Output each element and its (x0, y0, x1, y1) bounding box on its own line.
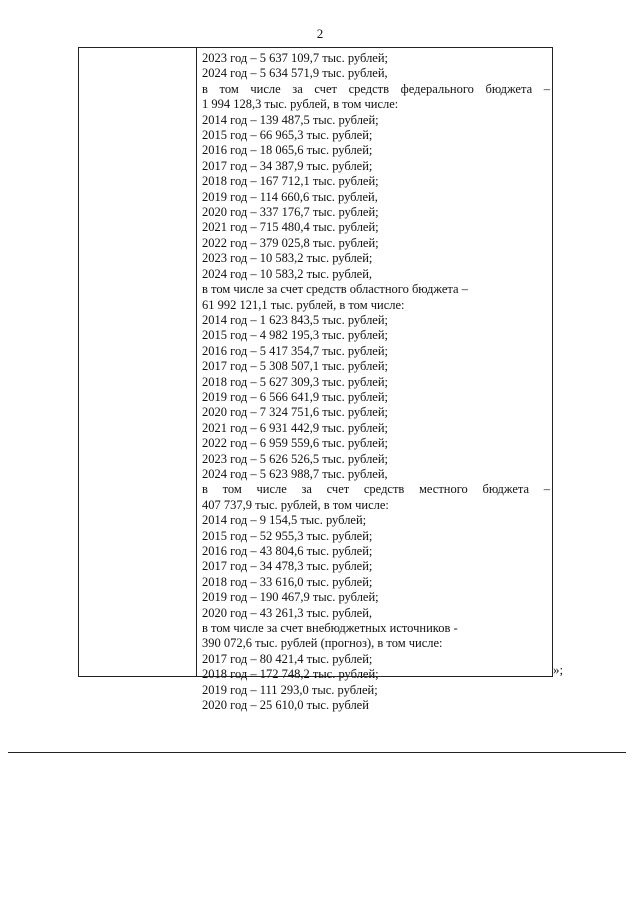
closing-quote-mark: »; (553, 662, 564, 677)
footer-divider (8, 752, 626, 753)
funding-text-line: 61 992 121,1 тыс. рублей, в том числе: (202, 297, 405, 312)
funding-text-line: в том числе за счет внебюджетных источников - (202, 621, 458, 636)
funding-text-line: 2021 год – 715 480,4 тыс. рублей; (202, 220, 379, 235)
funding-text-line: 2015 год – 52 955,3 тыс. рублей; (202, 528, 373, 543)
funding-text-line: 2024 год – 5 623 988,7 тыс. рублей, (202, 466, 388, 481)
funding-text-line: 2024 год – 5 634 571,9 тыс. рублей, (202, 66, 388, 81)
funding-text-line: 2014 год – 1 623 843,5 тыс. рублей; (202, 312, 389, 327)
funding-text-line: 2023 год – 5 637 109,7 тыс. рублей; (202, 51, 389, 65)
funding-text-line: в том числе за счет средств федерального бюджета – (202, 81, 550, 96)
funding-text-line: 2017 год – 34 478,3 тыс. рублей; (202, 559, 373, 574)
funding-text-line: 2018 год – 172 748,2 тыс. рублей; (202, 667, 379, 682)
table-left-cell (79, 48, 197, 676)
funding-text-line: 2022 год – 6 959 559,6 тыс. рублей; (202, 436, 389, 451)
funding-text-line: 2014 год – 9 154,5 тыс. рублей; (202, 513, 367, 528)
funding-text-line: 1 994 128,3 тыс. рублей, в том числе: (202, 97, 399, 112)
funding-text-line: 2023 год – 10 583,2 тыс. рублей; (202, 251, 373, 266)
funding-text-line: 2016 год – 5 417 354,7 тыс. рублей; (202, 343, 389, 358)
funding-text-line: 2017 год – 80 421,4 тыс. рублей; (202, 651, 373, 666)
funding-text-line: 2023 год – 5 626 526,5 тыс. рублей; (202, 451, 389, 466)
funding-text-line: 2016 год – 18 065,6 тыс. рублей; (202, 143, 373, 158)
funding-text-line: 2018 год – 167 712,1 тыс. рублей; (202, 174, 379, 189)
funding-text-line: 2019 год – 114 660,6 тыс. рублей, (202, 189, 378, 204)
funding-text-line: 2017 год – 5 308 507,1 тыс. рублей; (202, 359, 389, 374)
funding-text-line: 2016 год – 43 804,6 тыс. рублей; (202, 544, 373, 558)
funding-text-line: 407 737,9 тыс. рублей, в том числе: (202, 497, 389, 512)
funding-text-line: 2017 год – 34 387,9 тыс. рублей; (202, 158, 373, 173)
funding-text-line: 2015 год – 66 965,3 тыс. рублей; (202, 128, 373, 143)
funding-table (78, 47, 553, 713)
funding-text-line: 390 072,6 тыс. рублей (прогноз), в том числе: (202, 636, 443, 651)
page-number: 2 (316, 26, 324, 41)
funding-text-line: 2024 год – 10 583,2 тыс. рублей, (202, 266, 373, 281)
funding-text-line: 2015 год – 4 982 195,3 тыс. рублей; (202, 328, 389, 343)
funding-text-line: 2018 год – 5 627 309,3 тыс. рублей; (202, 374, 389, 389)
funding-text-line: 2019 год – 111 293,0 тыс. рублей; (202, 682, 378, 697)
table-right-cell (198, 48, 552, 713)
funding-text-line: в том числе за счет средств местного бюджета – (202, 482, 550, 497)
funding-text-line: 2020 год – 7 324 751,6 тыс. рублей; (202, 405, 389, 420)
funding-text-line: 2020 год – 337 176,7 тыс. рублей; (202, 205, 379, 220)
funding-text-line: 2020 год – 43 261,3 тыс. рублей, (202, 605, 373, 620)
funding-text-line: 2019 год – 190 467,9 тыс. рублей; (202, 590, 379, 605)
funding-text-line: 2018 год – 33 616,0 тыс. рублей; (202, 574, 373, 589)
funding-text-line: 2020 год – 25 610,0 тыс. рублей (202, 698, 369, 713)
funding-text-line: 2022 год – 379 025,8 тыс. рублей; (202, 235, 379, 250)
funding-text-line: 2021 год – 6 931 442,9 тыс. рублей; (202, 420, 389, 435)
funding-text-line: 2014 год – 139 487,5 тыс. рублей; (202, 112, 379, 127)
funding-text-line: в том числе за счет средств областного бюджета – (202, 282, 468, 297)
funding-text-line: 2019 год – 6 566 641,9 тыс. рублей; (202, 389, 389, 404)
